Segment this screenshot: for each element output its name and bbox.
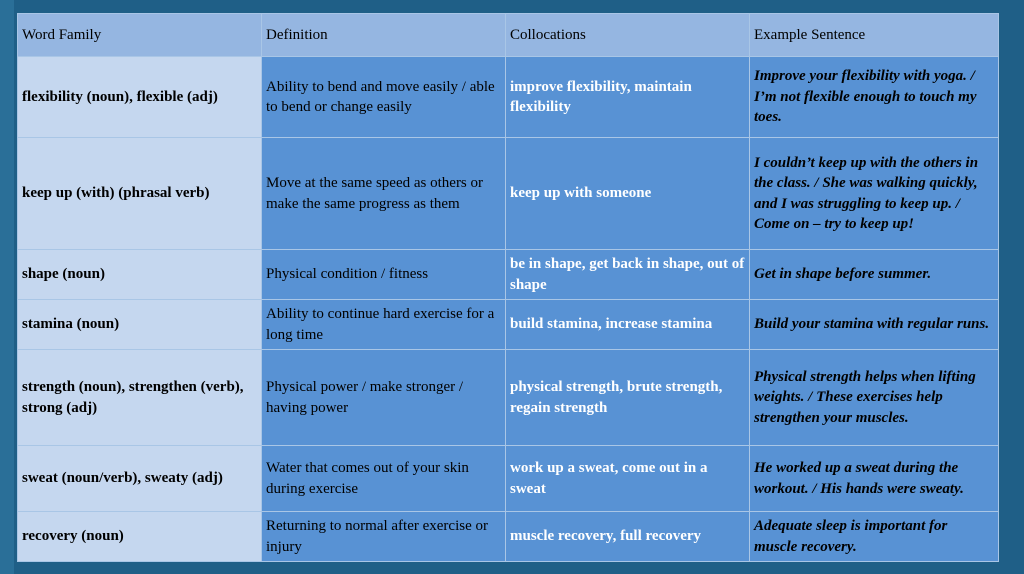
header-collocations: Collocations [506, 14, 750, 57]
definition-cell: Returning to normal after exercise or injury [262, 512, 506, 562]
header-word-family: Word Family [18, 14, 262, 57]
example-cell: He worked up a sweat during the workout. / His hands were sweaty. [750, 446, 999, 512]
table-row [18, 512, 999, 562]
table-row [18, 446, 999, 512]
collocations-cell: improve flexibility, maintain flexibility [506, 57, 750, 138]
example-cell: I couldn’t keep up with the others in the class. / She was walking quickly, and I was struggling to keep up. / Come on – try to keep up! [750, 138, 999, 250]
collocations-cell: work up a sweat, come out in a sweat [506, 446, 750, 512]
definition-cell: Physical power / make stronger / having power [262, 350, 506, 446]
definition-cell: Physical condition / fitness [262, 250, 506, 300]
vocabulary-table [17, 13, 999, 562]
example-cell: Physical strength helps when lifting weights. / These exercises help strengthen your muscles. [750, 350, 999, 446]
table-row [18, 300, 999, 350]
header-example-sentence: Example Sentence [750, 14, 999, 57]
word-family-cell: strength (noun), strengthen (verb), strong (adj) [18, 350, 262, 446]
decorative-stripe [0, 0, 14, 574]
definition-cell: Ability to bend and move easily / able to bend or change easily [262, 57, 506, 138]
definition-cell: Move at the same speed as others or make the same progress as them [262, 138, 506, 250]
word-family-cell: keep up (with) (phrasal verb) [18, 138, 262, 250]
example-cell: Get in shape before summer. [750, 250, 999, 300]
word-family-cell: recovery (noun) [18, 512, 262, 562]
collocations-cell: muscle recovery, full recovery [506, 512, 750, 562]
table-row [18, 250, 999, 300]
collocations-cell: physical strength, brute strength, regain strength [506, 350, 750, 446]
example-cell: Adequate sleep is important for muscle recovery. [750, 512, 999, 562]
definition-cell: Water that comes out of your skin during exercise [262, 446, 506, 512]
header-definition: Definition [262, 14, 506, 57]
table-row [18, 138, 999, 250]
example-cell: Build your stamina with regular runs. [750, 300, 999, 350]
example-cell: Improve your flexibility with yoga. / I’m not flexible enough to touch my toes. [750, 57, 999, 138]
word-family-cell: shape (noun) [18, 250, 262, 300]
collocations-cell: keep up with someone [506, 138, 750, 250]
word-family-cell: flexibility (noun), flexible (adj) [18, 57, 262, 138]
table-row [18, 350, 999, 446]
word-family-cell: sweat (noun/verb), sweaty (adj) [18, 446, 262, 512]
table-header-row [18, 14, 999, 57]
collocations-cell: be in shape, get back in shape, out of shape [506, 250, 750, 300]
collocations-cell: build stamina, increase stamina [506, 300, 750, 350]
word-family-cell: stamina (noun) [18, 300, 262, 350]
definition-cell: Ability to continue hard exercise for a long time [262, 300, 506, 350]
table-row [18, 57, 999, 138]
